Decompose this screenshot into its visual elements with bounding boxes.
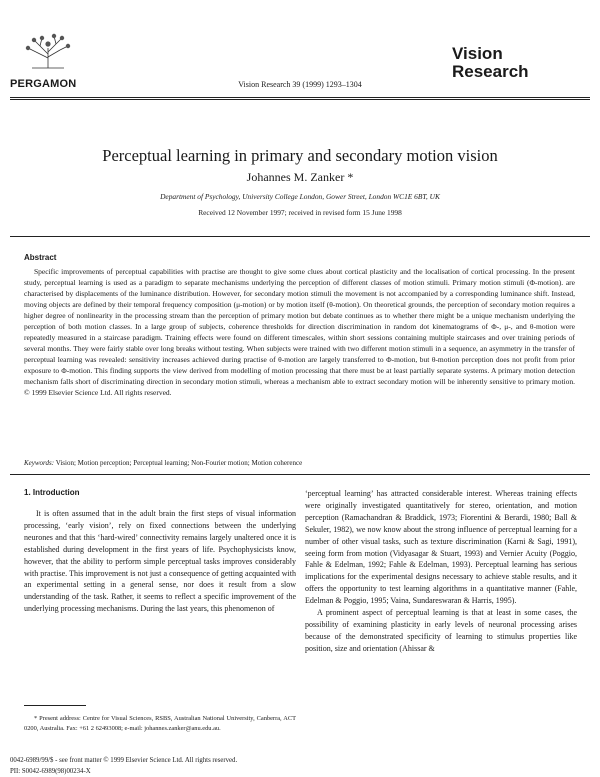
- article-title: Perceptual learning in primary and secondary motion vision: [102, 146, 498, 165]
- header-rule: [10, 97, 590, 98]
- publisher-logo: [18, 30, 78, 70]
- header-rule-thin: [10, 99, 590, 100]
- author-affiliation: Department of Psychology, University College London, Gower Street, London WC1E 6BT, UK: [160, 192, 440, 201]
- journal-title-line2: Research: [452, 62, 529, 81]
- received-dates: Received 12 November 1997; received in revised form 15 June 1998: [198, 208, 402, 217]
- footnote-rule: [24, 705, 86, 706]
- pii-line: PII: S0042-6989(98)00234-X: [10, 768, 91, 775]
- journal-title-line1: Vision: [452, 44, 503, 63]
- author-footnote: * Present address: Centre for Visual Sciences, RSBS, Australian National University, Canberra, ACT 0200, Australia. Fax: +61 2 62493008; e-mail: johannes.zanker@anu.edu.au.: [24, 715, 296, 732]
- abstract-bottom-rule: [10, 474, 590, 475]
- issn-line: 0042-6989/99/$ - see front matter © 1999 Elsevier Science Ltd. All rights reserved.: [10, 757, 238, 764]
- keywords-label: Keywords:: [24, 459, 55, 467]
- intro-column-right: [305, 488, 577, 655]
- intro-column-left: [24, 508, 296, 615]
- publisher-name: PERGAMON: [10, 78, 77, 90]
- abstract-text: Specific improvements of perceptual capabilities with practise are thought to give some clues about cortical plasticity and the localisation of cortical processing. In the present study, perceptual learning is used as a paradigm to separate mechanisms underlying the perception of different classes of motion stimuli. Primary motion stimuli (Φ-motion). are characterised by displacements of the luminance distribution. However, for secondary motion stimuli the movement is not accompanied by a corresponding luminance shift. Instead, moving objects are defined by their temporal frequency composition (μ-motion) or by motion itself (θ-motion). On theoretical grounds, the perception of secondary motion requires a higher degree of nonlinearity in the processing stream than the perception of primary motion but debate continues as to whether there might be a unique mechanism underlying the perception of both motion classes. In a large group of subjects, coherence thresholds for direction discrimination in random dot kinematograms of Φ-, μ-, and θ-motion were repeatedly measured in a staircase paradigm. Training effects were found on different timescales, within short sessions containing multiple staircases and over training periods of several months. They were fairly stable over long breaks without testing. When subjects were trained with two different motion stimuli in a sequence, an asymmetry in the transfer of perceptual learning was revealed: sensitivity increases achieved during practise of θ-motion are largely transferred to Φ-motion, but θ-motion perception does not profit from prior exposure to Φ-motion. This finding supports the view derived from modelling of motion processing that there must be at least partially separate systems. A primary motion detection mechanism falls short of discriminating direction in secondary motion stimuli, whereas a mechanism able to extract secondary motion will be inherently sensitive to primary motion. © 1999 Elsevier Science Ltd. All rights reserved.: [24, 267, 575, 397]
- keywords-text: Vision; Motion perception; Perceptual learning; Non-Fourier motion; Motion coherence: [55, 459, 303, 467]
- journal-title: [452, 45, 529, 81]
- abstract-top-rule: [10, 236, 590, 237]
- copyright-footer: [10, 755, 237, 777]
- section-heading-introduction: 1. Introduction: [24, 488, 80, 497]
- journal-citation: Vision Research 39 (1999) 1293–1304: [238, 80, 362, 89]
- keywords: [24, 459, 575, 467]
- intro-paragraph: It is often assumed that in the adult brain the first steps of visual information processing, ‘early vision’, rely on fixed connections between the underlying neurones and that this ‘hard-wired’ connectivity remains largely unaltered once it is established during development in the first years of life. Psychophysicists know, however, that the ability to perform simple perceptual tasks improves considerably with practise. This improvement is not just a consequence of getting acquainted with an experimental setting in a general sense, nor does it result from a slow understanding of the task. Rather, it seems to reflect a specific improvement of the underlying processing mechanisms. During the last years, this phenomenon of: [24, 509, 296, 614]
- author-name: Johannes M. Zanker *: [246, 170, 354, 184]
- abstract-heading: Abstract: [24, 253, 57, 262]
- intro-paragraph: A prominent aspect of perceptual learning is that at least in some cases, the possibility of examining plasticity in early levels of neuronal processing arises because of the demonstrated specificity of learning to stimulus properties like position, size and orientation (Ahissar &: [305, 608, 577, 653]
- intro-paragraph: ‘perceptual learning’ has attracted considerable interest. Whereas training effects were originally investigated quantitatively for stereo, orientation, and motion perception (Ramachandran & Braddick, 1973; Fiorentini & Berardi, 1980; Ball & Sekuler, 1982), we now know about the strong influence of perceptual learning for a number of other visual tasks, such as texture discrimination (Karni & Sagi, 1991), seeing form from motion (Vidyasagar & Stuart, 1993) and Vernier Acuity (Poggio, Fahle & Edelman, 1992; Fahle & Edelman, 1993). Perceptual learning has serious implications for the experimental designs necessary to achieve stable results, and it offers the opportunity to test learning algorithms in a quantitative manner (Fahle, Edelman & Poggio, 1995; Vaina, Sundareswaran & Harris, 1995).: [305, 489, 577, 606]
